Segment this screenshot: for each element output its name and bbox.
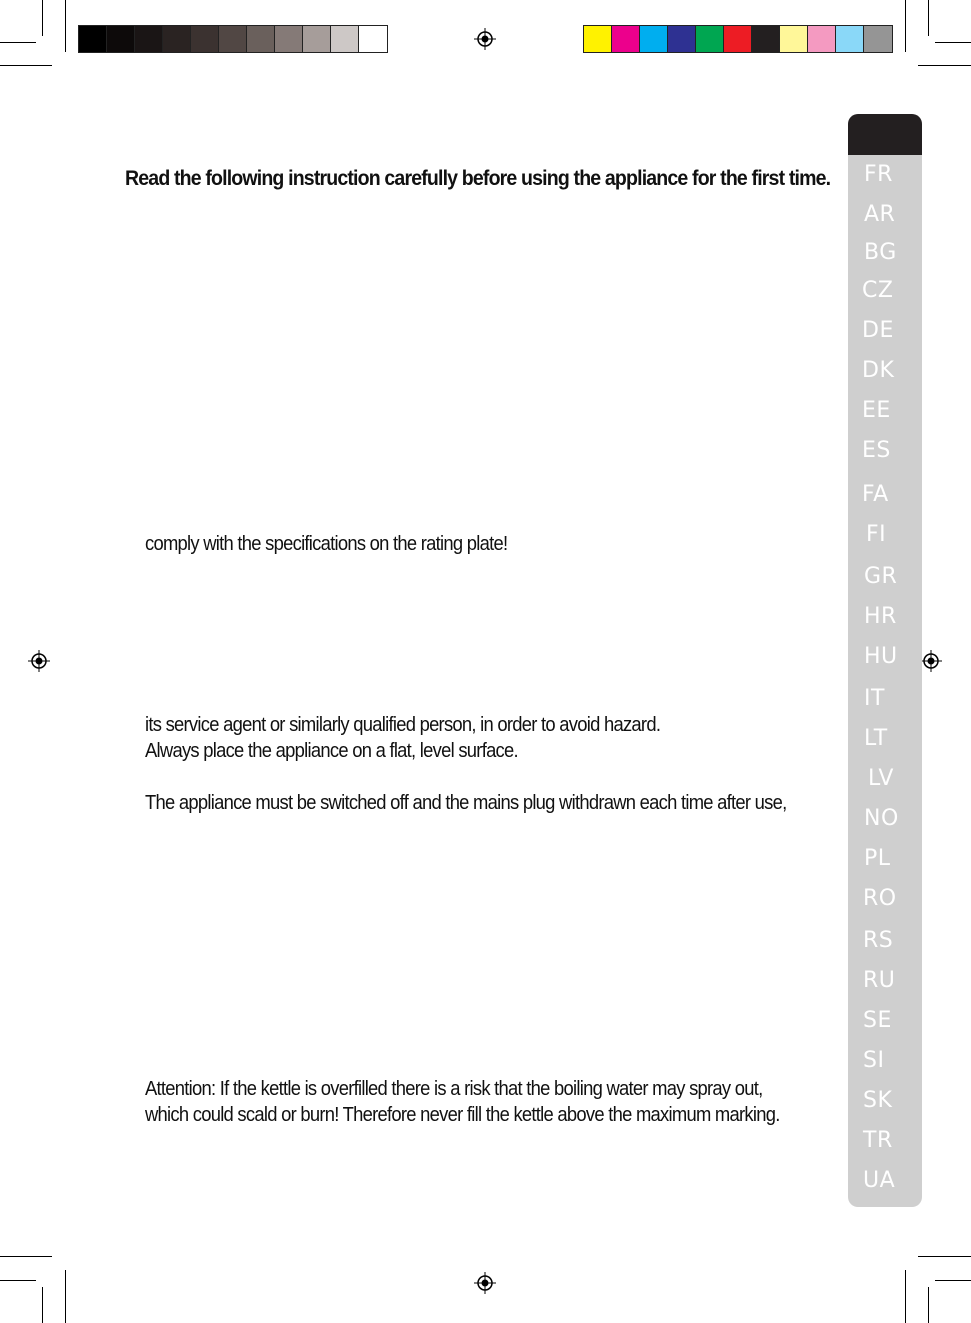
crop-mark bbox=[0, 1280, 36, 1281]
language-tab-dk[interactable]: DK bbox=[862, 358, 895, 383]
color-swatch bbox=[780, 26, 808, 52]
color-swatch bbox=[864, 26, 892, 52]
language-tab-ee[interactable]: EE bbox=[862, 398, 891, 423]
color-swatch bbox=[107, 26, 135, 52]
instruction-line: its service agent or similarly qualified person, in order to avoid hazard. bbox=[145, 714, 661, 736]
language-tab-hu[interactable]: HU bbox=[864, 644, 898, 669]
process-color-bar bbox=[583, 25, 893, 53]
language-tab-panel bbox=[848, 114, 922, 1207]
language-tab-fr[interactable]: FR bbox=[864, 162, 893, 187]
color-swatch bbox=[219, 26, 247, 52]
instruction-line: Always place the appliance on a flat, level surface. bbox=[145, 740, 518, 762]
color-swatch bbox=[331, 26, 359, 52]
language-tab-ro[interactable]: RO bbox=[863, 886, 897, 911]
color-swatch bbox=[808, 26, 836, 52]
crop-mark bbox=[928, 0, 929, 36]
instruction-line: which could scald or burn! Therefore never fill the kettle above the maximum marking. bbox=[145, 1104, 780, 1126]
language-tab-rs[interactable]: RS bbox=[863, 928, 894, 953]
crop-mark bbox=[42, 0, 43, 36]
color-swatch bbox=[696, 26, 724, 52]
color-swatch bbox=[163, 26, 191, 52]
instruction-line: comply with the specifications on the rating plate! bbox=[145, 533, 508, 555]
crop-mark bbox=[65, 1270, 66, 1323]
language-tab-es[interactable]: ES bbox=[862, 438, 891, 463]
language-tab-lv[interactable]: LV bbox=[868, 766, 894, 791]
crop-mark bbox=[935, 1280, 971, 1281]
crop-mark bbox=[42, 1287, 43, 1323]
language-tab-hr[interactable]: HR bbox=[864, 604, 897, 629]
registration-mark-icon bbox=[28, 650, 50, 672]
crop-mark bbox=[65, 0, 66, 52]
language-tab-active[interactable] bbox=[848, 114, 922, 155]
color-swatch bbox=[612, 26, 640, 52]
language-tab-de[interactable]: DE bbox=[862, 318, 894, 343]
language-tab-ru[interactable]: RU bbox=[863, 968, 896, 993]
crop-mark bbox=[918, 1256, 971, 1257]
crop-mark bbox=[918, 65, 971, 66]
crop-mark bbox=[0, 1256, 52, 1257]
instruction-line: The appliance must be switched off and the mains plug withdrawn each time after use, bbox=[145, 792, 787, 814]
crop-mark bbox=[0, 65, 52, 66]
color-swatch bbox=[668, 26, 696, 52]
color-swatch bbox=[275, 26, 303, 52]
language-tab-ar[interactable]: AR bbox=[864, 202, 896, 227]
language-tab-cz[interactable]: CZ bbox=[862, 278, 894, 303]
registration-mark-icon bbox=[920, 650, 942, 672]
color-swatch bbox=[191, 26, 219, 52]
crop-mark bbox=[935, 42, 971, 43]
color-swatch bbox=[359, 26, 387, 52]
language-tab-tr[interactable]: TR bbox=[863, 1128, 893, 1153]
instruction-line: Attention: If the kettle is overfilled there is a risk that the boiling water may spray out, bbox=[145, 1078, 763, 1100]
color-swatch bbox=[724, 26, 752, 52]
crop-mark bbox=[905, 0, 906, 52]
grayscale-color-bar bbox=[78, 25, 388, 53]
crop-mark bbox=[0, 42, 36, 43]
language-tab-si[interactable]: SI bbox=[863, 1048, 885, 1073]
color-swatch bbox=[135, 26, 163, 52]
page-heading: Read the following instruction carefully before using the appliance for the first time. bbox=[125, 167, 831, 190]
crop-mark bbox=[905, 1270, 906, 1323]
language-tab-pl[interactable]: PL bbox=[864, 846, 891, 871]
language-tab-it[interactable]: IT bbox=[864, 686, 885, 711]
language-tab-fa[interactable]: FA bbox=[862, 482, 889, 507]
language-tab-ua[interactable]: UA bbox=[863, 1168, 896, 1193]
registration-mark-icon bbox=[474, 1272, 496, 1294]
color-swatch bbox=[640, 26, 668, 52]
language-tab-lt[interactable]: LT bbox=[864, 726, 888, 751]
language-tab-bg[interactable]: BG bbox=[864, 240, 897, 265]
color-swatch bbox=[584, 26, 612, 52]
language-tab-no[interactable]: NO bbox=[864, 806, 899, 831]
color-swatch bbox=[752, 26, 780, 52]
color-swatch bbox=[79, 26, 107, 52]
language-tab-gr[interactable]: GR bbox=[864, 564, 898, 589]
color-swatch bbox=[303, 26, 331, 52]
color-swatch bbox=[836, 26, 864, 52]
language-tab-fi[interactable]: FI bbox=[866, 522, 887, 547]
language-tab-sk[interactable]: SK bbox=[863, 1088, 893, 1113]
color-swatch bbox=[247, 26, 275, 52]
language-tab-se[interactable]: SE bbox=[863, 1008, 892, 1033]
registration-mark-icon bbox=[474, 28, 496, 50]
crop-mark bbox=[928, 1287, 929, 1323]
